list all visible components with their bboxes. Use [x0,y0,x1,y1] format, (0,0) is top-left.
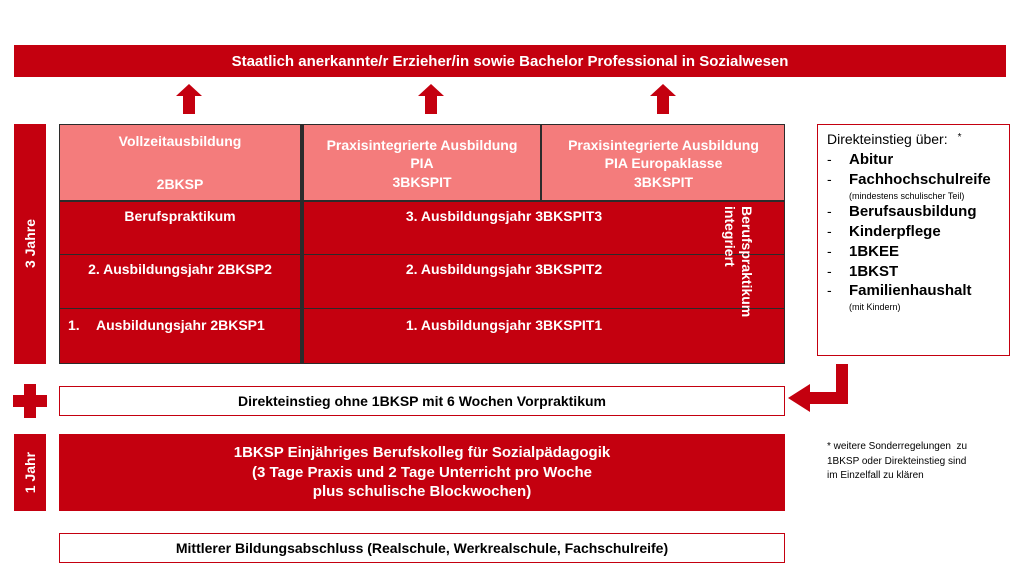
row-3bkspit1: 1. Ausbildungsjahr 3BKSPIT1 [405,316,603,333]
onebksp-line3: plus schulische Blockwochen) [312,483,532,501]
direkt-item-label: Berufsausbildung [849,203,977,221]
top-banner-text: Staatlich anerkannte/r Erzieher/in sowie Bachelor Professional in Sozialwesen [231,52,789,70]
vertical-line-berufspraktikum: Berufspraktikum [738,206,755,318]
plus-icon [13,384,47,418]
top-banner [14,45,1006,77]
direkteinstieg-bar-text: Direkteinstieg ohne 1BKSP mit 6 Wochen Vorpraktikum [238,393,606,409]
onebksp-line1: 1BKSP Einjähriges Berufskolleg für Sozialpädagogik [233,444,611,462]
header-vollzeit [59,124,301,201]
list-dash: - [827,223,832,240]
years-3-bar [14,124,46,364]
direkt-list-item [827,203,1003,222]
footnote-line1: * weitere Sonderregelungen zu [827,441,968,452]
direkt-list-item [827,223,1003,242]
pia-code: 3BKSPIT [392,173,452,190]
list-dash: - [827,262,832,279]
pia-europa-title: Praxisintegrierte Ausbildung [568,137,759,154]
direkteinstieg-bar [59,386,785,416]
onebksp-line2: (3 Tage Praxis und 2 Tage Unterricht pro Woche [251,463,593,481]
header-pia-europa [542,124,785,201]
vertical-line-integriert: integriert [722,206,738,267]
direkt-item-note: (mindestens schulischer Teil) [849,190,965,201]
list-dash: - [827,242,832,259]
direkt-item-label: 1BKST [849,262,899,280]
direkt-list-item [827,171,1003,203]
elbow-arrow-icon [786,364,850,412]
pia-europa-code: 3BKSPIT [633,173,694,190]
list-dash: - [827,151,832,167]
direkt-box-title: Direkteinstieg über: [827,131,948,147]
footnote-line2: 1BKSP oder Direkteinstieg sind [827,455,967,467]
direkteinstieg-box [817,124,1010,356]
direkt-item-label: Familienhaushalt [849,282,972,300]
direkt-item-label: Abitur [849,151,894,168]
years-1-bar [14,434,46,511]
list-dash: - [827,282,832,299]
header-pia [304,124,540,201]
list-dash: - [827,170,832,187]
row-3bkspit2: 2. Ausbildungsjahr 3BKSPIT2 [405,260,603,277]
vertical-berufspraktikum-integriert [716,206,760,356]
row-3bkspit3: 3. Ausbildungsjahr 3BKSPIT3 [405,207,603,224]
direkt-item-label: Kinderpflege [849,223,941,241]
pia-europa-sub: PIA Europaklasse [604,155,723,172]
row-2bksp2: 2. Ausbildungsjahr 2BKSP2 [88,260,272,277]
pia-title: Praxisintegrierte Ausbildung [326,137,518,154]
bottom-bar-text: Mittlerer Bildungsabschluss (Realschule, Werkrealschule, Fachschulreife) [175,540,669,556]
footnote [827,440,1012,484]
row-2bksp1: 1. Ausbildungsjahr 2BKSP1 [68,316,265,333]
footnote-line3: im Einzelfall zu klären [827,470,924,481]
pia-sub: PIA [410,155,434,172]
direkt-item-label: Fachhochschulreife [849,170,991,188]
direkt-box-asterisk: * [957,132,962,143]
years-3-label: 3 Jahre [22,219,38,269]
list-dash: - [827,203,832,220]
arrow-up-icon [176,84,202,114]
direkt-list [827,151,1003,314]
direkt-list-item [827,151,1003,170]
direkt-item-note: (mit Kindern) [849,302,901,313]
direkt-list-item [827,282,1003,314]
arrow-up-icon [650,84,676,114]
vollzeit-title: Vollzeitausbildung [118,133,242,149]
bottom-bar [59,533,785,563]
direkt-list-item [827,243,1003,262]
onebksp-block [59,434,785,511]
arrow-up-icon [418,84,444,114]
direkt-item-label: 1BKEE [849,242,900,260]
vollzeit-code: 2BKSP [156,175,204,192]
years-1-label: 1 Jahr [22,451,38,494]
row-berufspraktikum: Berufspraktikum [124,207,236,224]
direkt-list-item [827,263,1003,282]
